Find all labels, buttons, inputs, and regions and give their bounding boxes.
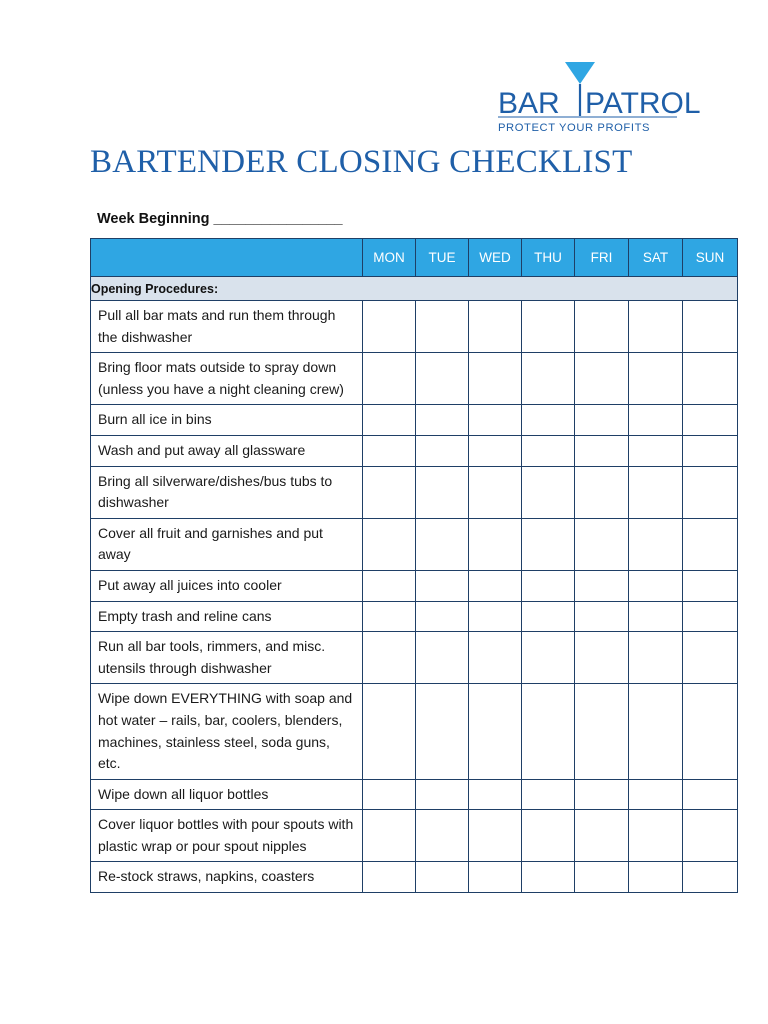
check-cell-mon[interactable] bbox=[363, 466, 416, 518]
check-cell-fri[interactable] bbox=[575, 353, 629, 405]
check-cell-tue[interactable] bbox=[416, 518, 469, 570]
task-label: Wash and put away all glassware bbox=[91, 435, 363, 466]
day-header-thu: THU bbox=[522, 239, 575, 277]
check-cell-wed[interactable] bbox=[469, 518, 522, 570]
task-label: Bring all silverware/dishes/bus tubs to dishwasher bbox=[91, 466, 363, 518]
check-cell-fri[interactable] bbox=[575, 810, 629, 862]
check-cell-mon[interactable] bbox=[363, 405, 416, 436]
section-header-row bbox=[91, 277, 738, 301]
task-label: Pull all bar mats and run them through the dishwasher bbox=[91, 301, 363, 353]
check-cell-sun[interactable] bbox=[683, 632, 738, 684]
check-cell-sun[interactable] bbox=[683, 301, 738, 353]
day-header-fri: FRI bbox=[575, 239, 629, 277]
check-cell-fri[interactable] bbox=[575, 570, 629, 601]
check-cell-fri[interactable] bbox=[575, 601, 629, 632]
check-cell-sat[interactable] bbox=[629, 435, 683, 466]
check-cell-sun[interactable] bbox=[683, 684, 738, 779]
check-cell-fri[interactable] bbox=[575, 632, 629, 684]
day-header-sat: SAT bbox=[629, 239, 683, 277]
check-cell-fri[interactable] bbox=[575, 862, 629, 893]
table-row bbox=[91, 684, 738, 779]
check-cell-wed[interactable] bbox=[469, 810, 522, 862]
check-cell-sun[interactable] bbox=[683, 466, 738, 518]
check-cell-mon[interactable] bbox=[363, 435, 416, 466]
check-cell-tue[interactable] bbox=[416, 601, 469, 632]
check-cell-sun[interactable] bbox=[683, 570, 738, 601]
check-cell-tue[interactable] bbox=[416, 466, 469, 518]
check-cell-thu[interactable] bbox=[522, 862, 575, 893]
check-cell-sun[interactable] bbox=[683, 518, 738, 570]
table-row bbox=[91, 435, 738, 466]
check-cell-fri[interactable] bbox=[575, 466, 629, 518]
check-cell-sun[interactable] bbox=[683, 353, 738, 405]
check-cell-thu[interactable] bbox=[522, 301, 575, 353]
check-cell-mon[interactable] bbox=[363, 779, 416, 810]
check-cell-wed[interactable] bbox=[469, 779, 522, 810]
check-cell-thu[interactable] bbox=[522, 518, 575, 570]
check-cell-sun[interactable] bbox=[683, 862, 738, 893]
bar-patrol-logo bbox=[497, 60, 701, 136]
check-cell-sat[interactable] bbox=[629, 862, 683, 893]
check-cell-fri[interactable] bbox=[575, 779, 629, 810]
check-cell-sun[interactable] bbox=[683, 405, 738, 436]
task-label: Cover liquor bottles with pour spouts with plastic wrap or pour spout nipples bbox=[91, 810, 363, 862]
section-title: Opening Procedures: bbox=[91, 277, 738, 301]
table-row bbox=[91, 353, 738, 405]
checklist-table bbox=[90, 238, 738, 893]
check-cell-mon[interactable] bbox=[363, 862, 416, 893]
check-cell-tue[interactable] bbox=[416, 684, 469, 779]
task-label: Empty trash and reline cans bbox=[91, 601, 363, 632]
day-header-tue: TUE bbox=[416, 239, 469, 277]
task-label: Re-stock straws, napkins, coasters bbox=[91, 862, 363, 893]
task-label: Bring floor mats outside to spray down (unless you have a night cleaning crew) bbox=[91, 353, 363, 405]
week-beginning-field[interactable]: Week Beginning ________________ bbox=[97, 211, 343, 227]
check-cell-tue[interactable] bbox=[416, 779, 469, 810]
check-cell-fri[interactable] bbox=[575, 435, 629, 466]
check-cell-sun[interactable] bbox=[683, 810, 738, 862]
check-cell-wed[interactable] bbox=[469, 353, 522, 405]
check-cell-wed[interactable] bbox=[469, 466, 522, 518]
check-cell-sat[interactable] bbox=[629, 632, 683, 684]
check-cell-sun[interactable] bbox=[683, 435, 738, 466]
check-cell-sat[interactable] bbox=[629, 570, 683, 601]
check-cell-thu[interactable] bbox=[522, 570, 575, 601]
task-label: Wipe down all liquor bottles bbox=[91, 779, 363, 810]
check-cell-sat[interactable] bbox=[629, 601, 683, 632]
check-cell-tue[interactable] bbox=[416, 301, 469, 353]
check-cell-tue[interactable] bbox=[416, 405, 469, 436]
logo-tagline: PROTECT YOUR PROFITS bbox=[498, 122, 651, 134]
check-cell-fri[interactable] bbox=[575, 518, 629, 570]
table-row bbox=[91, 405, 738, 436]
check-cell-mon[interactable] bbox=[363, 353, 416, 405]
check-cell-thu[interactable] bbox=[522, 632, 575, 684]
check-cell-thu[interactable] bbox=[522, 405, 575, 436]
check-cell-tue[interactable] bbox=[416, 810, 469, 862]
check-cell-tue[interactable] bbox=[416, 862, 469, 893]
table-row bbox=[91, 862, 738, 893]
check-cell-mon[interactable] bbox=[363, 632, 416, 684]
check-cell-wed[interactable] bbox=[469, 405, 522, 436]
day-header-row bbox=[91, 239, 738, 277]
task-label: Put away all juices into cooler bbox=[91, 570, 363, 601]
table-row bbox=[91, 301, 738, 353]
check-cell-wed[interactable] bbox=[469, 862, 522, 893]
check-cell-sat[interactable] bbox=[629, 405, 683, 436]
check-cell-thu[interactable] bbox=[522, 353, 575, 405]
check-cell-sat[interactable] bbox=[629, 466, 683, 518]
check-cell-sat[interactable] bbox=[629, 810, 683, 862]
check-cell-mon[interactable] bbox=[363, 518, 416, 570]
check-cell-wed[interactable] bbox=[469, 632, 522, 684]
check-cell-tue[interactable] bbox=[416, 570, 469, 601]
check-cell-mon[interactable] bbox=[363, 810, 416, 862]
check-cell-sat[interactable] bbox=[629, 684, 683, 779]
page-title: BARTENDER CLOSING CHECKLIST bbox=[90, 144, 633, 180]
day-header-sun: SUN bbox=[683, 239, 738, 277]
check-cell-thu[interactable] bbox=[522, 435, 575, 466]
logo-brand-right: PATROL bbox=[585, 87, 701, 120]
check-cell-tue[interactable] bbox=[416, 353, 469, 405]
check-cell-mon[interactable] bbox=[363, 684, 416, 779]
task-column-header bbox=[91, 239, 363, 277]
day-header-wed: WED bbox=[469, 239, 522, 277]
check-cell-sat[interactable] bbox=[629, 779, 683, 810]
check-cell-tue[interactable] bbox=[416, 435, 469, 466]
check-cell-wed[interactable] bbox=[469, 684, 522, 779]
check-cell-sat[interactable] bbox=[629, 301, 683, 353]
table-row bbox=[91, 810, 738, 862]
check-cell-wed[interactable] bbox=[469, 301, 522, 353]
check-cell-wed[interactable] bbox=[469, 570, 522, 601]
check-cell-thu[interactable] bbox=[522, 779, 575, 810]
task-label: Wipe down EVERYTHING with soap and hot water – rails, bar, coolers, blenders, machines, stainless steel, soda guns, etc. bbox=[91, 684, 363, 779]
table-row bbox=[91, 518, 738, 570]
check-cell-fri[interactable] bbox=[575, 405, 629, 436]
table-row bbox=[91, 466, 738, 518]
table-row bbox=[91, 632, 738, 684]
check-cell-mon[interactable] bbox=[363, 570, 416, 601]
check-cell-mon[interactable] bbox=[363, 601, 416, 632]
check-cell-sun[interactable] bbox=[683, 601, 738, 632]
check-cell-sat[interactable] bbox=[629, 353, 683, 405]
task-label: Cover all fruit and garnishes and put away bbox=[91, 518, 363, 570]
table-row bbox=[91, 779, 738, 810]
check-cell-fri[interactable] bbox=[575, 684, 629, 779]
logo-brand-left: BAR bbox=[498, 87, 560, 120]
check-cell-thu[interactable] bbox=[522, 466, 575, 518]
check-cell-thu[interactable] bbox=[522, 810, 575, 862]
check-cell-mon[interactable] bbox=[363, 301, 416, 353]
check-cell-sun[interactable] bbox=[683, 779, 738, 810]
check-cell-tue[interactable] bbox=[416, 632, 469, 684]
check-cell-wed[interactable] bbox=[469, 601, 522, 632]
check-cell-thu[interactable] bbox=[522, 601, 575, 632]
check-cell-sat[interactable] bbox=[629, 518, 683, 570]
task-label: Burn all ice in bins bbox=[91, 405, 363, 436]
task-label: Run all bar tools, rimmers, and misc. utensils through dishwasher bbox=[91, 632, 363, 684]
day-header-mon: MON bbox=[363, 239, 416, 277]
table-row bbox=[91, 570, 738, 601]
table-row bbox=[91, 601, 738, 632]
check-cell-wed[interactable] bbox=[469, 435, 522, 466]
check-cell-thu[interactable] bbox=[522, 684, 575, 779]
check-cell-fri[interactable] bbox=[575, 301, 629, 353]
